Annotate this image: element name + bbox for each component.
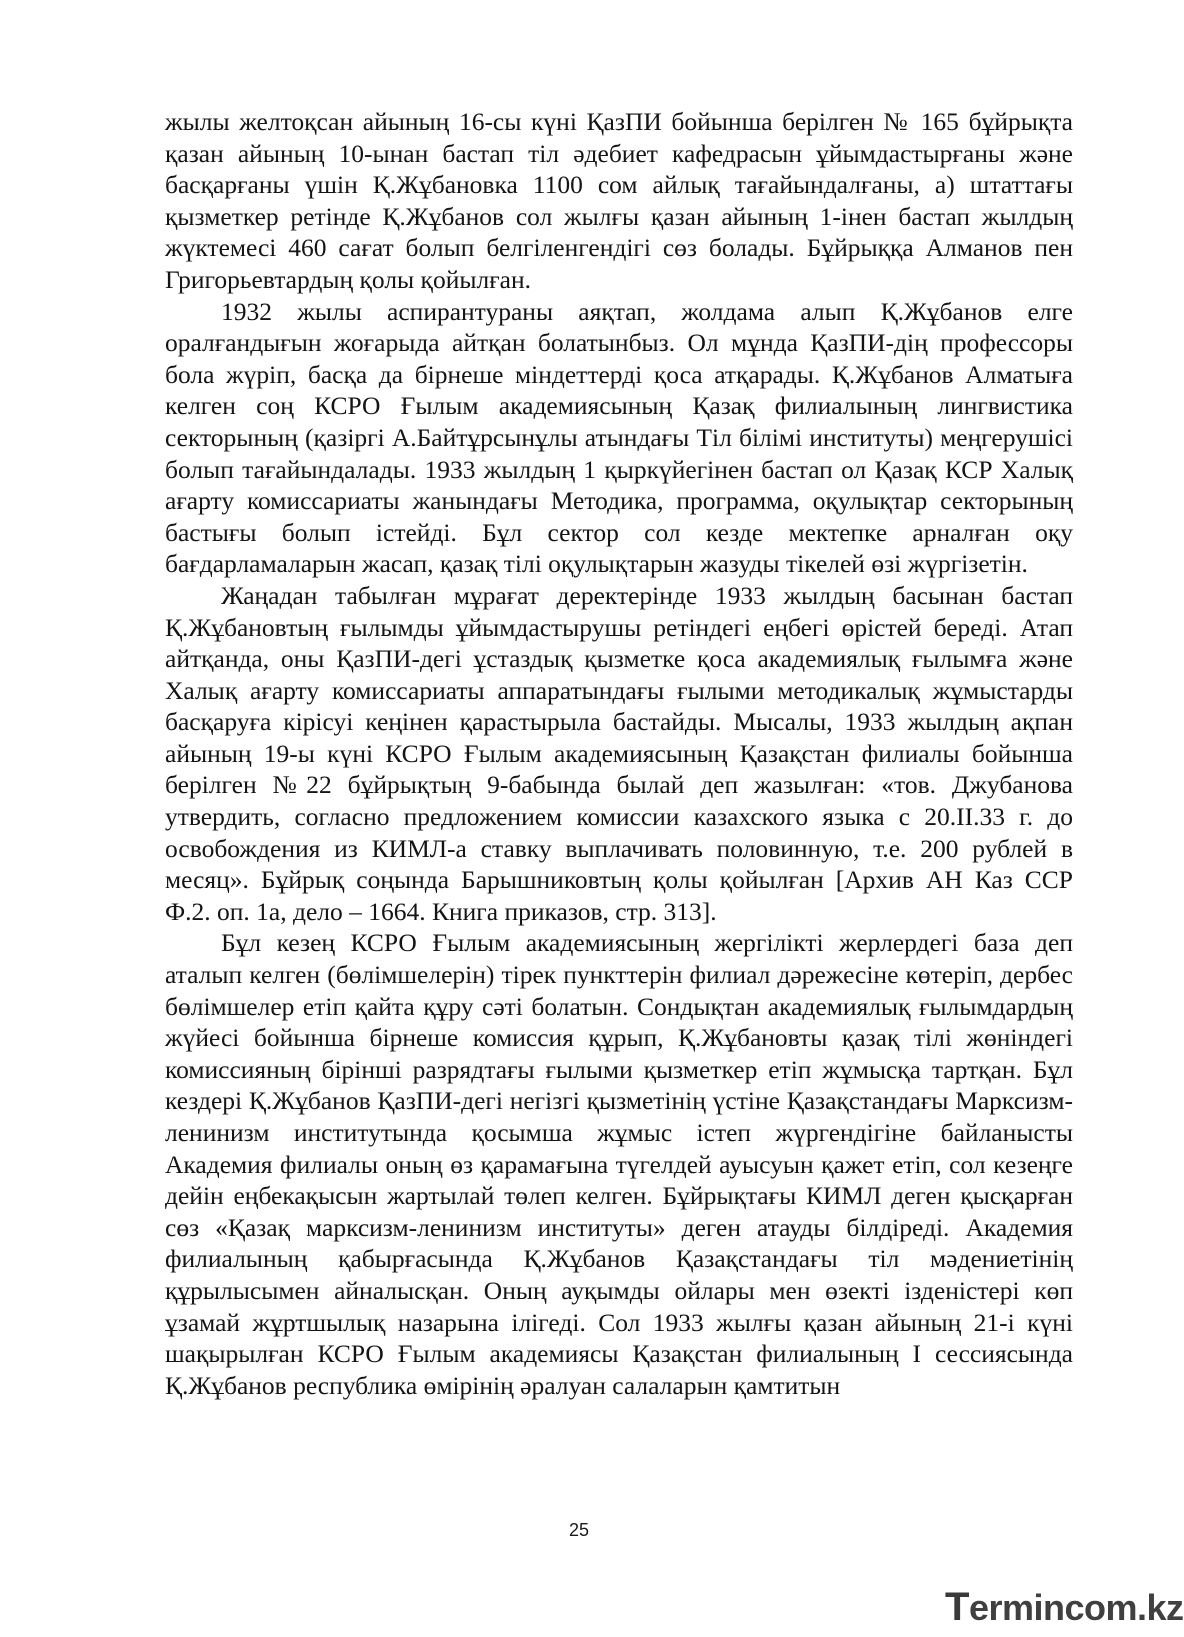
watermark-logo xyxy=(945,1585,1184,1629)
page-number: 25 xyxy=(568,1520,590,1540)
body-text xyxy=(165,106,1073,1401)
paragraph-4: Бұл кезең КСРО Ғылым академиясының жергілікті жерлердегі база деп аталып келген (бөлімшелерін) тірек пункттерін филиал дәрежесіне көтеріп, дербес бөлімшелер етіп қайта құру сәті болатын. Сондықтан академиялық ғылымдардың жүйесі бойынша бірнеше комиссия құрып, Қ.Жұбановты қазақ тілі жөніндегі комиссияның бірінші разрядтағы ғылыми қызметкер етіп жұмысқа тартқан. Бұл кездері Қ.Жұбанов ҚазПИ-дегі негізгі қызметінің үстіне Қазақстандағы Марксизм-ленинизм институтында қосымша жұмыс істеп жүргендігіне байланысты Академия филиалы оның өз қарамағына түгелдей ауысуын қажет етіп, сол кезеңге дейін еңбекақысын жартылай төлеп келген. Бұйрықтағы КИМЛ деген қысқарған сөз «Қазақ марксизм-ленинизм институты» деген атауды білдіреді. Академия филиалының қабырғасында Қ.Жұбанов Қазақстандағы тіл мәдениетінің құрылысымен айналысқан. Оның ауқымды ойлары мен өзекті ізденістері көп ұзамай жұртшылық назарына ілігеді. Сол 1933 жылғы қазан айының 21-і күні шақырылған КСРО Ғылым академиясы Қазақстан филиалының I сессиясында Қ.Жұбанов республика өмірінің әралуан салаларын қамтитын xyxy=(165,928,1073,1400)
paragraph-2: 1932 жылы аспирантураны аяқтап, жолдама алып Қ.Жұбанов елге оралғандығын жоғарыда айтқан болатынбыз. Ол мұнда ҚазПИ-дің профессоры бола жүріп, басқа да бірнеше міндеттерді қоса атқарады. Қ.Жұбанов Алматыға келген соң КСРО Ғылым академиясының Қазақ филиалының лингвистика секторының (қазіргі А.Байтұрсынұлы атындағы Тіл білімі институты) меңгерушісі болып тағайындалады. 1933 жылдың 1 қыркүйегінен бастап ол Қазақ КСР Халық ағарту комиссариаты жанындағы Методика, программа, оқулықтар секторының бастығы болып істейді. Бұл сектор сол кезде мектепке арналған оқу бағдарламаларын жасап, қазақ тілі оқулықтарын жазуды тікелей өзі жүргізетін. xyxy=(165,296,1073,579)
watermark-logo-text: ermincom.kz xyxy=(968,1587,1184,1628)
watermark-logo-initial: T xyxy=(945,1585,969,1629)
paragraph-1: жылы желтоқсан айының 16-сы күні ҚазПИ бойынша берілген № 165 бұйрықта қазан айының 10-ынан бастап тіл әдебиет кафедрасын ұйымдастырғаны және басқарғаны үшін Қ.Жұбановка 1100 сом айлық тағайындалғаны, а) штаттағы қызметкер ретінде Қ.Жұбанов сол жылғы қазан айының 1-інен бастап жылдың жүктемесі 460 сағат болып белгіленгендігі сөз болады. Бұйрыққа Алманов пен Григорьевтардың қолы қойылған. xyxy=(165,107,1073,294)
paragraph-3: Жаңадан табылған мұрағат деректерінде 1933 жылдың басынан бастап Қ.Жұбановтың ғылымды ұйымдастырушы ретіндегі еңбегі өрістей береді. Атап айтқанда, оны ҚазПИ-дегі ұстаздық қызметке қоса академиялық ғылымға және Халық ағарту комиссариаты аппаратындағы ғылыми методикалық жұмыстарды басқаруға кірісуі кеңінен қарастырыла бастайды. Мысалы, 1933 жылдың ақпан айының 19-ы күні КСРО Ғылым академиясының Қазақстан филиалы бойынша берілген №22 бұйрықтың 9-бабында былай деп жазылған: «тов. Джубанова утвердить, согласно предложением комиссии казахского языка с 20.II.33 г. до освобождения из КИМЛ-а ставку выплачивать половинную, т.е. 200 рублей в месяц». Бұйрық соңында Барышниковтың қолы қойылған [Архив АН Каз ССР Ф.2. оп. 1а, дело – 1664. Книга приказов, стр. 313]. xyxy=(165,580,1073,926)
